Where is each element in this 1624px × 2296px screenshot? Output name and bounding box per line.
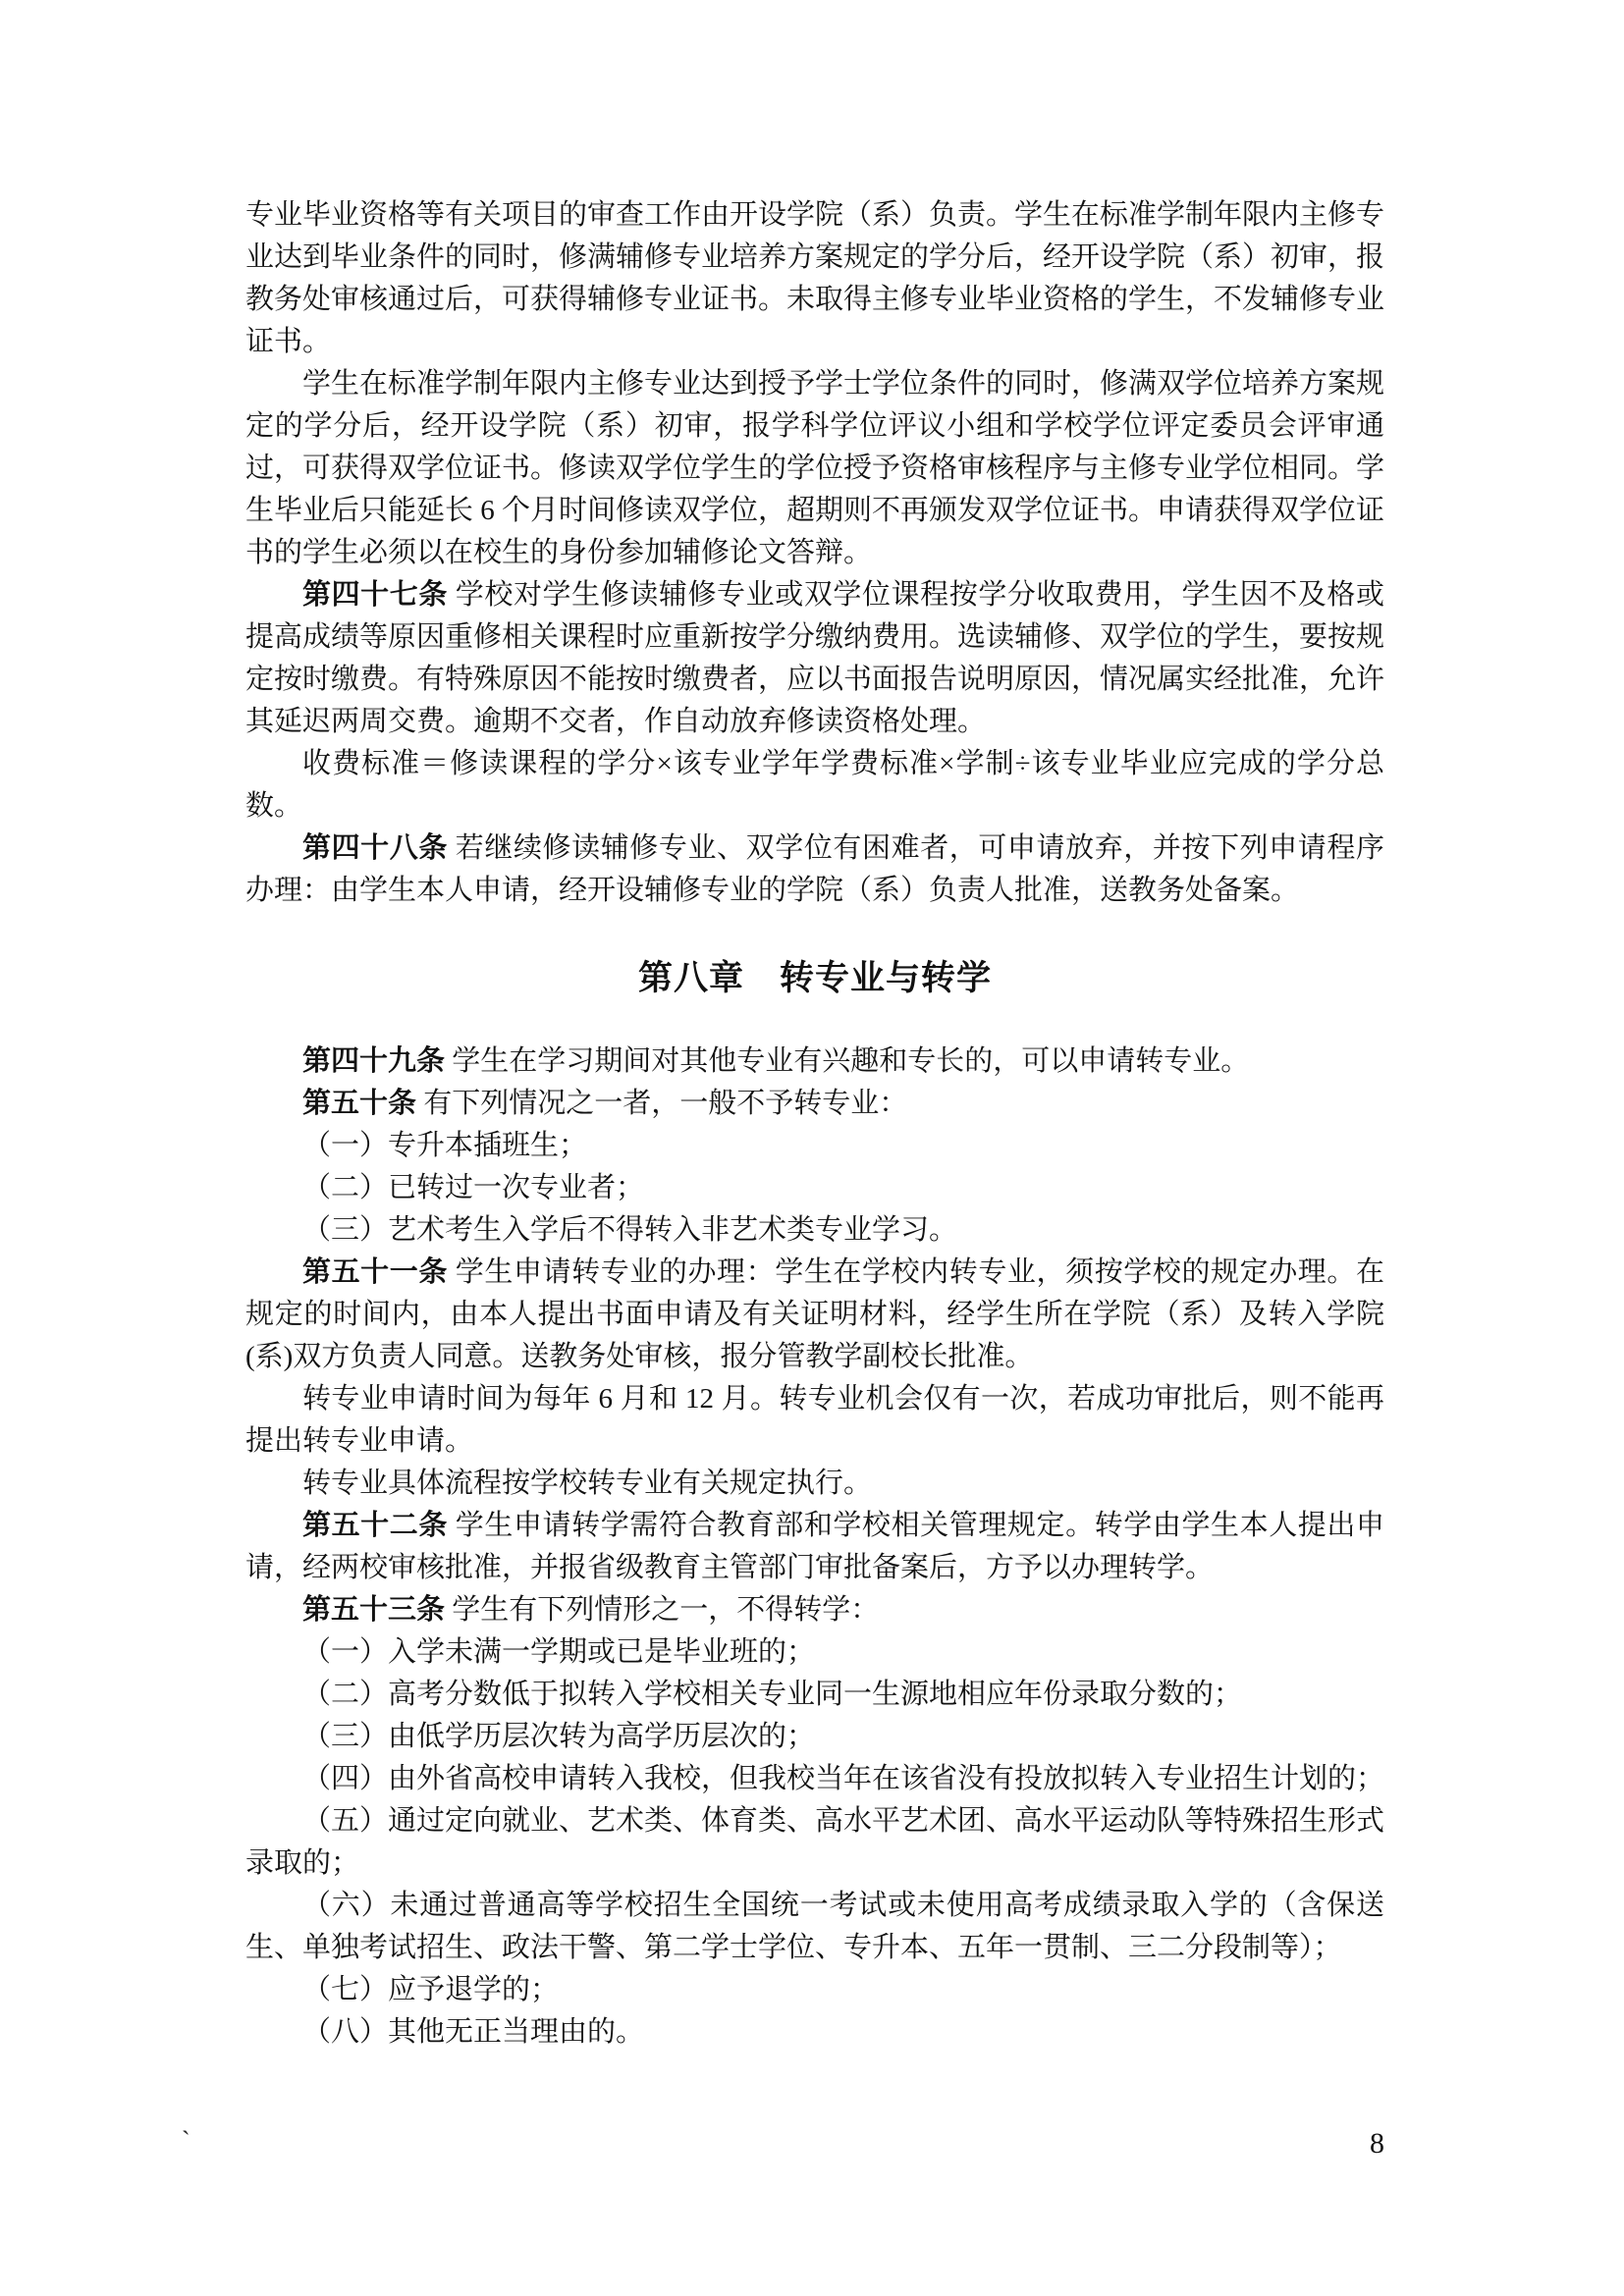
page-footer bbox=[245, 2126, 1384, 2162]
body-paragraph: 收费标准＝修读课程的学分×该专业学年学费标准×学制÷该专业毕业应完成的学分总数。 bbox=[245, 748, 1384, 822]
body-paragraph: （五）通过定向就业、艺术类、体育类、高水平艺术团、高水平运动队等特殊招生形式录取的； bbox=[245, 1805, 1385, 1879]
body-paragraph: （八）其他无正当理由的。 bbox=[302, 2016, 645, 2048]
article-number: 第五十一条 bbox=[302, 1256, 448, 1288]
article-paragraph: 第五十一条 学生申请转专业的办理：学生在学校内转专业，须按学校的规定办理。在规定的时间内，由本人提出书面申请及有关证明材料，经学生所在学院（系）及转入学院(系)双方负责人同意。送教务处审核，报分管教学副校长批准。 bbox=[245, 1256, 1384, 1372]
article-paragraph: 第四十八条 若继续修读辅修专业、双学位有困难者，可申请放弃，并按下列申请程序办理：由学生本人申请，经开设辅修专业的学院（系）负责人批准，送教务处备案。 bbox=[245, 832, 1384, 906]
body-paragraph: 专业毕业资格等有关项目的审查工作由开设学院（系）负责。学生在标准学制年限内主修专业达到毕业条件的同时，修满辅修专业培养方案规定的学分后，经开设学院（系）初审，报教务处审核通过后，可获得辅修专业证书。未取得主修专业毕业资格的学生，不发辅修专业证书。 bbox=[245, 199, 1385, 357]
body-paragraph: （四）由外省高校申请转入我校，但我校当年在该省没有投放拟转入专业招生计划的； bbox=[302, 1763, 1385, 1794]
body-paragraph: （二）已转过一次专业者； bbox=[302, 1172, 645, 1203]
corner-mark: ` bbox=[182, 2126, 190, 2155]
article-number: 第五十二条 bbox=[302, 1510, 448, 1541]
body-paragraph: （七）应予退学的； bbox=[302, 1974, 560, 2005]
article-paragraph: 第四十七条 学校对学生修读辅修专业或双学位课程按学分收取费用，学生因不及格或提高成绩等原因重修相关课程时应重新按学分缴纳费用。选读辅修、双学位的学生，要按规定按时缴费。有特殊原因不能按时缴费者，应以书面报告说明原因，情况属实经批准，允许其延迟两周交费。逾期不交者，作自动放弃修读资格处理。 bbox=[245, 579, 1385, 737]
document-body bbox=[245, 194, 1384, 2054]
article-number: 第四十八条 bbox=[302, 832, 448, 864]
article-paragraph: 第四十九条 学生在学习期间对其他专业有兴趣和专长的，可以申请转专业。 bbox=[302, 1045, 1250, 1077]
article-number: 第四十七条 bbox=[302, 579, 448, 611]
article-number: 第五十三条 bbox=[302, 1594, 446, 1626]
body-paragraph: （三）艺术考生入学后不得转入非艺术类专业学习。 bbox=[302, 1214, 958, 1246]
article-number: 第五十条 bbox=[302, 1088, 417, 1119]
body-paragraph: （三）由低学历层次转为高学历层次的； bbox=[302, 1721, 816, 1752]
body-paragraph: （二）高考分数低于拟转入学校相关专业同一生源地相应年份录取分数的； bbox=[302, 1679, 1243, 1710]
article-paragraph: 第五十三条 学生有下列情形之一，不得转学： bbox=[302, 1594, 880, 1626]
body-paragraph: （六）未通过普通高等学校招生全国统一考试或未使用高考成绩录取入学的（含保送生、单独考试招生、政法干警、第二学士学位、专升本、五年一贯制、三二分段制等）； bbox=[245, 1890, 1384, 1963]
body-paragraph: （一）专升本插班生； bbox=[302, 1130, 588, 1161]
body-paragraph: 转专业申请时间为每年 6 月和 12 月。转专业机会仅有一次，若成功审批后，则不能再提出转专业申请。 bbox=[245, 1383, 1384, 1457]
article-paragraph: 第五十条 有下列情况之一者，一般不予转专业： bbox=[302, 1088, 908, 1119]
article-number: 第四十九条 bbox=[302, 1045, 446, 1077]
body-paragraph: （一）入学未满一学期或已是毕业班的； bbox=[302, 1636, 816, 1668]
page-number: 8 bbox=[1370, 2127, 1384, 2160]
body-paragraph: 学生在标准学制年限内主修专业达到授予学士学位条件的同时，修满双学位培养方案规定的学分后，经开设学院（系）初审，报学科学位评议小组和学校学位评定委员会评审通过，可获得双学位证书。修读双学位学生的学位授予资格审核程序与主修专业学位相同。学生毕业后只能延长 6 个月时间修读双学位，超期则不再颁发双学位证书。申请获得双学位证书的学生必须以在校生的身份参加辅修论文答辩。 bbox=[245, 368, 1385, 568]
body-paragraph: 转专业具体流程按学校转专业有关规定执行。 bbox=[302, 1468, 873, 1499]
chapter-heading: 第八章 转专业与转学 bbox=[637, 959, 992, 997]
article-paragraph: 第五十二条 学生申请转学需符合教育部和学校相关管理规定。转学由学生本人提出申请，经两校审核批准，并报省级教育主管部门审批备案后，方予以办理转学。 bbox=[245, 1510, 1384, 1583]
